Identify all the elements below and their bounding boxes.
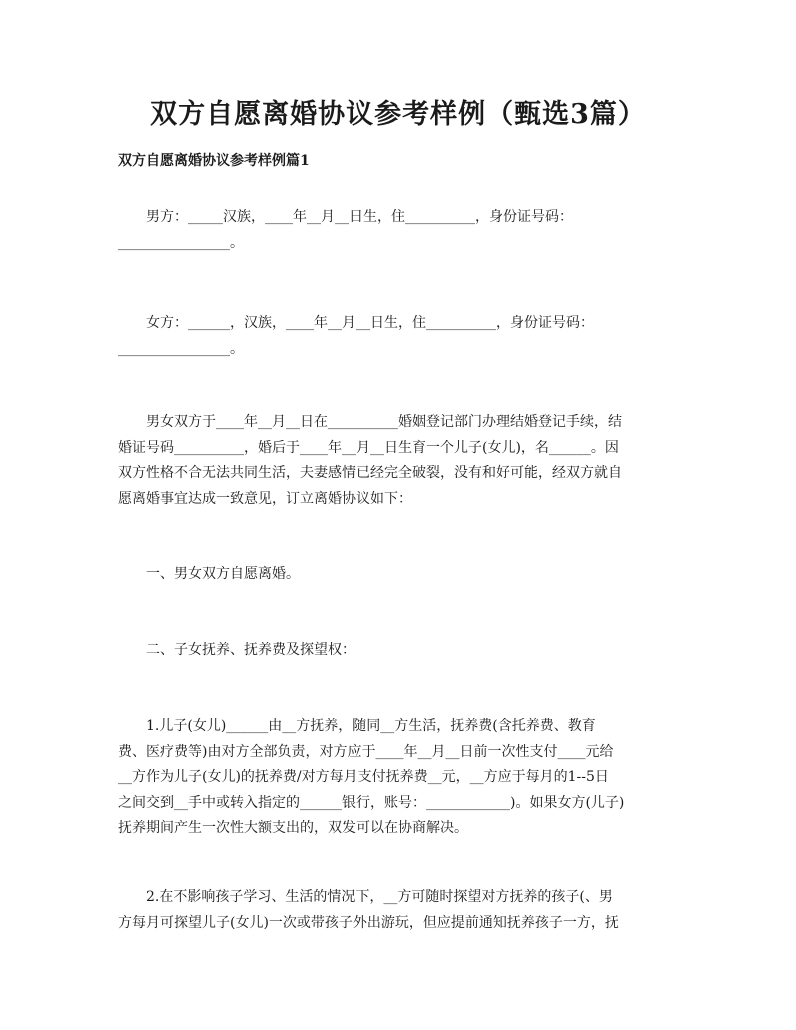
paragraph-line: 抚养期间产生一次性大额支出的，双发可以在协商解决。 xyxy=(118,820,468,836)
paragraph-line: 愿离婚事宜达成一致意见，订立离婚协议如下： xyxy=(118,490,412,507)
paragraph-line: 男方：_____汉族，____年__月__日生，住__________，身份证号码： xyxy=(146,209,573,225)
paragraph-line: 双方性格不合无法共同生活，夫妻感情已经完全破裂，没有和好可能，经双方就自 xyxy=(118,465,622,481)
paragraph-line: 二、子女抚养、抚养费及探望权： xyxy=(146,642,356,658)
clause-2-2 xyxy=(118,885,684,936)
document-title: 双方自愿离婚协议参考样例（甄选3篇） xyxy=(150,99,646,130)
paragraph-line: 之间交到__手中或转入指定的______银行，账号：____________)。如果女方(儿子) xyxy=(118,794,625,811)
section-heading: 双方自愿离婚协议参考样例篇1 xyxy=(118,153,310,169)
paragraph-wife xyxy=(118,311,684,362)
paragraph-background xyxy=(118,410,684,512)
paragraph-line: 婚证号码__________，婚后于____年__月__日生育一个儿子(女儿)，名______。因 xyxy=(118,439,619,456)
paragraph-line: ________________。 xyxy=(118,340,244,357)
clause-2-1 xyxy=(118,714,684,842)
paragraph-line: 2.在不影响孩子学习、生活的情况下，__方可随时探望对方抚养的孩子(、男 xyxy=(146,889,613,905)
paragraph-line: 一、男女双方自愿离婚。 xyxy=(146,566,300,582)
paragraph-husband xyxy=(118,205,684,256)
paragraph-line: __方作为儿子(女儿)的抚养费/对方每月支付抚养费__元，__方应于每月的1--5日 xyxy=(118,769,609,785)
paragraph-line: 费、医疗费等)由对方全部负责，对方应于____年__月__日前一次性支付____元给 xyxy=(118,743,614,760)
paragraph-line: 男女双方于____年__月__日在__________婚姻登记部门办理结婚登记手续，结 xyxy=(146,414,622,430)
clause-1 xyxy=(118,562,684,588)
clause-2 xyxy=(118,638,684,664)
paragraph-line: ________________。 xyxy=(118,234,244,251)
paragraph-line: 女方：______，汉族，____年__月__日生，住__________，身份证号码： xyxy=(146,315,594,331)
paragraph-line: 1.儿子(女儿)______由__方抚养，随同__方生活，抚养费(含托养费、教育 xyxy=(146,718,596,734)
paragraph-line: 方每月可探望儿子(女儿)一次或带孩子外出游玩，但应提前通知抚养孩子一方，抚 xyxy=(118,914,619,931)
